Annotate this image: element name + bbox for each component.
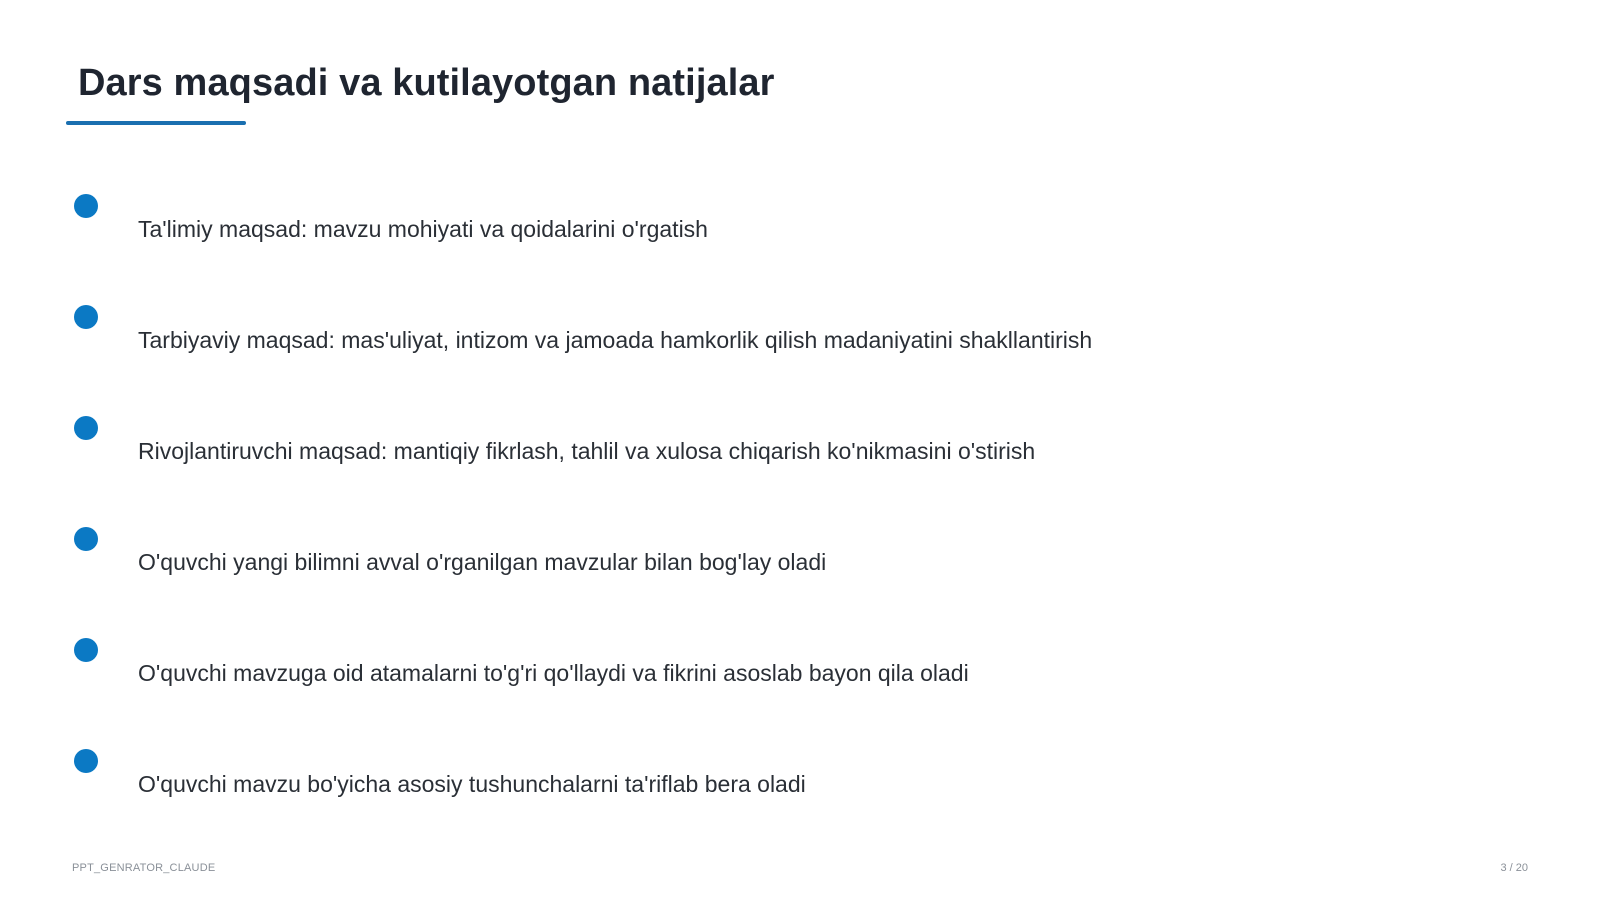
- bullet-item: [0, 527, 1600, 587]
- footer-source-label: PPT_GENRATOR_CLAUDE: [72, 862, 216, 874]
- bullet-text: Rivojlantiruvchi maqsad: mantiqiy fikrlash, tahlil va xulosa chiqarish ko'nikmasini o'stirish: [138, 438, 1036, 464]
- bullet-text: O'quvchi yangi bilimni avval o'rganilgan mavzular bilan bog'lay oladi: [138, 549, 827, 575]
- bullet-dot-icon: [74, 416, 98, 440]
- bullet-dot-icon: [74, 527, 98, 551]
- bullet-item: [0, 638, 1600, 698]
- bullet-dot-icon: [74, 305, 98, 329]
- page-number: 3 / 20: [1500, 862, 1528, 874]
- bullet-dot-icon: [74, 638, 98, 662]
- bullet-text: O'quvchi mavzu bo'yicha asosiy tushunchalarni ta'riflab bera oladi: [138, 771, 806, 797]
- bullet-item: [0, 749, 1600, 809]
- bullet-item: [0, 194, 1600, 254]
- slide-title: Dars maqsadi va kutilayotgan natijalar: [78, 62, 775, 104]
- bullet-dot-icon: [74, 194, 98, 218]
- bullet-item: [0, 416, 1600, 476]
- bullet-dot-icon: [74, 749, 98, 773]
- bullet-item: [0, 305, 1600, 365]
- bullet-text: Ta'limiy maqsad: mavzu mohiyati va qoidalarini o'rgatish: [138, 216, 708, 242]
- bullet-text: Tarbiyaviy maqsad: mas'uliyat, intizom va jamoada hamkorlik qilish madaniyatini shakllantirish: [138, 327, 1093, 353]
- bullet-text: O'quvchi mavzuga oid atamalarni to'g'ri qo'llaydi va fikrini asoslab bayon qila oladi: [138, 660, 969, 686]
